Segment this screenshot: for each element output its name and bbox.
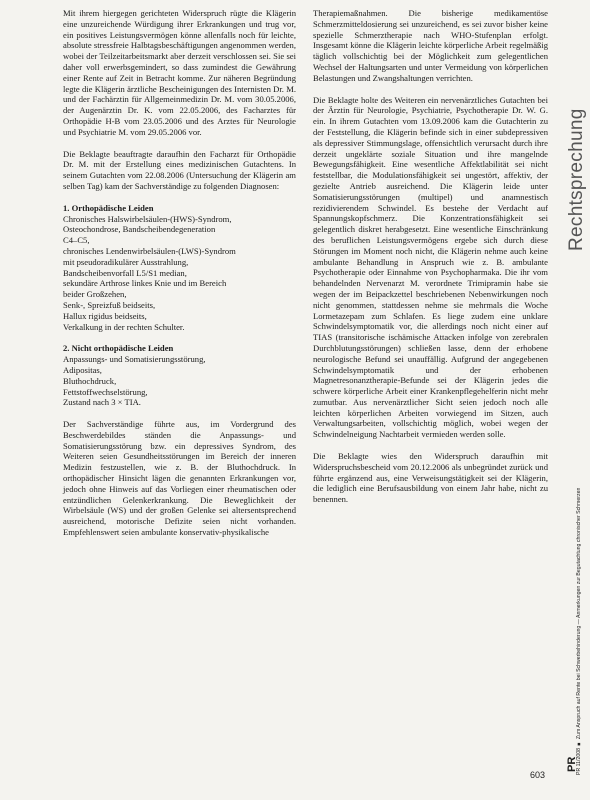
list-item: sekundäre Arthrose linkes Knie und im Bereich: [63, 278, 227, 289]
section-title: Rechtsprechung: [566, 108, 587, 251]
list-item: Anpassungs- und Somatisierungsstörung,: [63, 354, 206, 365]
list-item: Verkalkung in der rechten Schulter.: [63, 321, 185, 332]
journal-logo: PR: [566, 756, 578, 772]
list-item: Osteochondrose, Bandscheibendegeneration: [63, 224, 216, 235]
orthopedic-list: [63, 214, 296, 333]
list-item: Bluthochdruck,: [63, 375, 117, 386]
list-item: Hallux rigidus beidseits,: [63, 310, 147, 321]
paragraph: Die Beklagte holte des Weiteren ein nervenärztliches Gutachten bei der Ärztin für Neurologie, Psychiatrie, Psychotherapie Dr. W. G. ein. In ihrem Gutachten vom 13.09.2006 kam die Gutachterin zu der Feststellung, die Klägerin befinde sich in einer subdepressiven als depressiver Stimmungslage, offensichtlich verursacht durch ihre derzeit ungeklärte soziale Situation und ihre mangelnde Bewegungsfähigkeit. Eine wesentliche Affektlabilität sei nicht feststellbar, die Modulationsfähigkeit sei ungestört, affektiv, der gezielte Antrieb ausreichend. Die Klägerin leide unter Somatisierungsstörungen (multipel) und anamnestisch rezidivierendem Schwindel. Es bestehe der Verdacht auf Spannungskopfschmerz. Die Konzentrationsfähigkeit sei gelegentlich diskret herabgesetzt. Eine wesentliche Einschränkung des beruflichen Leistungsvermögens ergebe sich durch diese Störungen im Moment noch nicht, die Klägerin nehme auch keine ambulante Behandlung in Anspruch wie z. B. ambulante Psychotherapie oder Einnahme von Psychopharmaka. Die ihr vom behandelnden Nervenarzt M. verordnete Trimipramin habe sie wegen der im Beipackzettel beschriebenen Nebenwirkungen noch nicht genommen, stattdessen nehme sie mehrmals die Woche Lormetazepam zum Schlafen. Es liege zudem eine unklare Schwindelsymptomatik vor, die allerdings noch nicht einer auf TIAS (transitorische ischämische Attacken infolge von zerebralen Durchblutungsstörungen) schließen lasse, denn der erhobene neurologische Befund sei unauffällig. Aufgrund der angegebenen Schwindelsymptomatik und der erhobenen Magnetresonanztherapie-Befunde sei der Klägerin jedes die schwere körperliche Arbeit einer Krankenpflegehelferin nicht mehr zumutbar. Aus nervenärztlicher Sicht seien jedoch noch alle leichten körperlichen Arbeiten vorwiegend im Sitzen, auch Verwaltungsarbeiten, vollschichtig möglich, wobei wegen der Schwindelneigung Nachtarbeit vermieden werden solle.: [313, 94, 548, 440]
list-item: Bandscheibenvorfall L5/S1 median,: [63, 267, 187, 278]
list-item: Zustand nach 3 × TIA.: [63, 397, 141, 408]
non-orthopedic-heading: 2. Nicht orthopädische Leiden: [63, 343, 174, 354]
list-item: chronisches Lendenwirbelsäulen-(LWS)-Syndrom: [63, 245, 236, 256]
list-item: Fettstoffwechselstörung,: [63, 386, 148, 397]
list-item: mit pseudoradikulärer Ausstrahlung,: [63, 256, 189, 267]
paragraph: Die Beklagte beauftragte daraufhin den Facharzt für Orthopädie Dr. M. mit der Erstellung eines medizinischen Gutachtens. In seinem Gutachten vom 22.08.2006 (Untersuchung der Klägerin am selben Tag) kam der Sachverständige zu folgenden Diagnosen:: [63, 148, 296, 191]
list-item: beider Großzehen,: [63, 289, 127, 300]
list-item: Adipositas,: [63, 364, 102, 375]
paragraph: Die Beklagte wies den Widerspruch daraufhin mit Widerspruchsbescheid vom 20.12.2006 als unbegründet zurück und führte ergänzend aus, eine Verweisungstätigkeit sei der Klägerin, die lediglich eine Berufsausbildung von einem Jahr habe, nicht zu benennen.: [313, 451, 548, 505]
paragraph: Der Sachverständige führte aus, im Vordergrund des Beschwerdebildes ständen die Anpassungs- und Somatisierungsstörung bzw. ein depressives Syndrom, des Weiteren seien Gesundheitsstörungen im Bereich der inneren Medizin festzustellen, wie z. B. der Bluthochdruck. In orthopädischer Hinsicht lägen die genannten Erkrankungen vor, jedoch ohne Hinweis auf das Vorliegen einer rheumatischen oder entzündlichen Gelenkerkrankung. Die Beweglichkeit der Wirbelsäule (WS) und der großen Gelenke sei altersentsprechend ausreichend, motorische Defizite seien nicht vorhanden. Empfehlenswert seien ambulante konservativ-physikalische: [63, 419, 296, 538]
page-number: 603: [530, 770, 546, 780]
paragraph: Therapiemaßnahmen. Die bisherige medikamentöse Schmerzmitteldosierung sei unzureichend, es sei zuvor bisher keine spezielle Schmerztherapie nach WHO-Stufenplan erfolgt. Insgesamt könne die Klägerin leichte körperliche Arbeit regelmäßig täglich vollschichtig bei der Möglichkeit zum gelegentlichen Wechsel der Haltungsarten und unter Vermeidung von körperlichen Belastungen und Zwangshaltungen verrichten.: [313, 8, 548, 83]
orthopedic-heading: 1. Orthopädische Leiden: [63, 202, 154, 213]
list-item: Chronisches Halswirbelsäulen-(HWS)-Syndrom,: [63, 213, 232, 224]
left-column: [63, 8, 296, 549]
paragraph: Mit ihrem hiergegen gerichteten Widerspruch rügte die Klägerin eine unzureichende Würdigung ihrer Erkrankungen und trug vor, ein positives Leistungsvermögen könne allenfalls noch für leichte, absolute stressfreie Halbtagsbeschäftigungen angenommen werden, wobei der Teilzeitarbeitsmarkt aber derzeit verschlossen sei. Sie sei daher voll erwerbsgemindert, so dass zumindest die Gewährung einer Rente auf Zeit in Betracht komme. Zur näheren Begründung legte die Klägerin ärztliche Bescheinigungen des Internisten Dr. M. und der Fachärztin für Allgemeinmedizin Dr. M. vom 30.05.2006, der Augenärztin Dr. K. vom 22.05.2006, des Facharztes für Orthopädie H-B vom 23.05.2006 und des Arztes für Neurologie und Psychiatrie M. vom 29.05.2006 vor.: [63, 8, 296, 137]
list-item: C4–C5,: [63, 235, 90, 246]
list-item: Senk-, Spreizfuß beidseits,: [63, 299, 156, 310]
non-orthopedic-list: [63, 354, 296, 408]
right-column: [313, 8, 548, 516]
running-footer: PR 11/2008 ■ Zum Anspruch auf Rente bei Schwerbehinderung — Anmerkungen zur Begutachtung chronischer Schmerzen: [576, 487, 582, 775]
